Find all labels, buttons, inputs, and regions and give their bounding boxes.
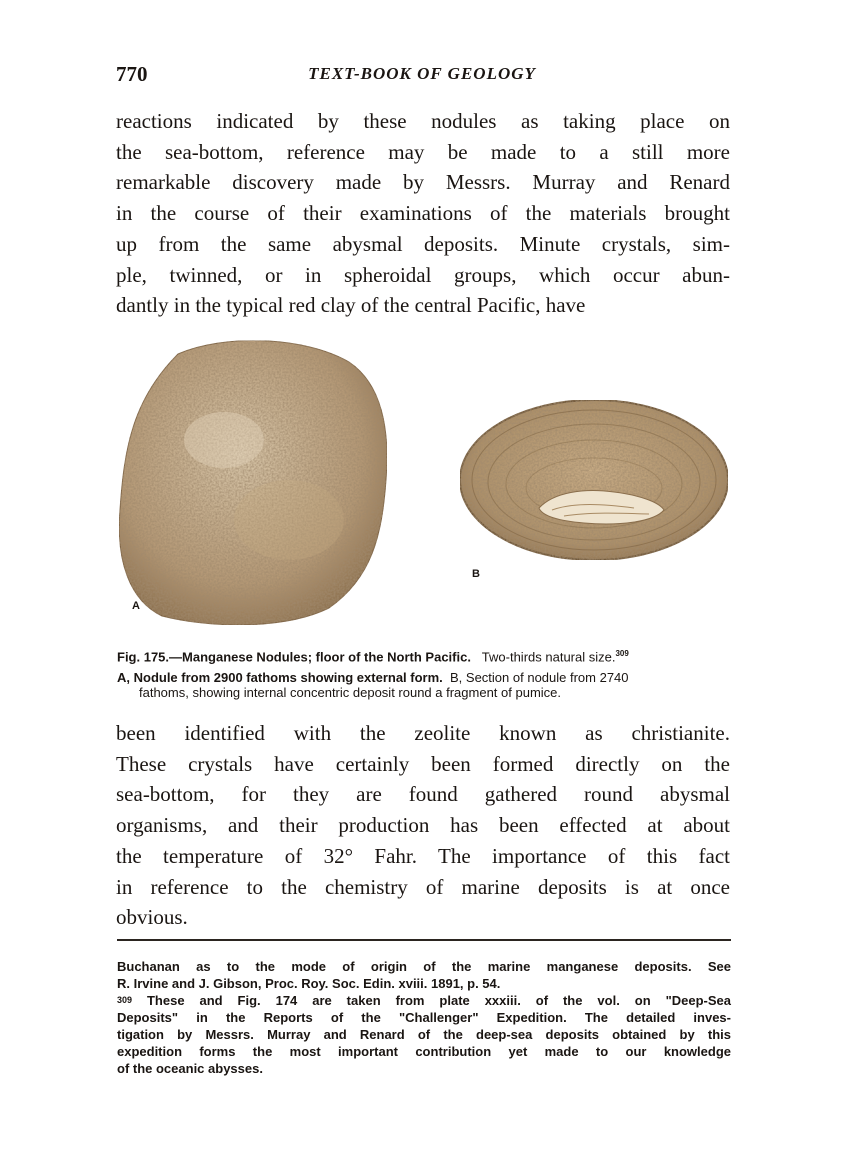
footnote-309-first-line — [117, 992, 731, 1009]
caption-size: Two-thirds natural size. — [481, 649, 616, 665]
figure-caption — [117, 646, 731, 700]
caption-title — [117, 646, 731, 664]
footnote-line: expedition forms the most important contribution yet made to our knowledge — [117, 1044, 731, 1059]
footnote-text: These and Fig. 174 are taken from plate xxxiii. of the vol. on "Deep-Sea — [146, 993, 731, 1008]
text-line: sea-bottom, for they are found gathered round abysmal — [116, 782, 730, 807]
text-line: obvious. — [116, 905, 188, 930]
footnote-number: 309 — [117, 995, 133, 1005]
caption-title-text: Fig. 175.—Manganese Nodules; floor of the North Pacific. — [117, 649, 471, 665]
nodule-a — [119, 341, 387, 625]
nodule-illustration — [114, 330, 734, 630]
figure-label-a: A — [132, 600, 140, 612]
figure-label-b: B — [472, 568, 480, 580]
text-line: These crystals have certainly been formed directly on the — [116, 751, 730, 776]
footnote-line: Buchanan as to the mode of origin of the marine manganese deposits. See — [117, 959, 731, 974]
text-line: dantly in the typical red clay of the central Pacific, have — [116, 293, 586, 318]
caption-footnote-ref: 309 — [615, 649, 629, 658]
running-head: TEXT-BOOK OF GEOLOGY — [308, 64, 536, 83]
text-line: the sea-bottom, reference may be made to a still more — [116, 139, 730, 164]
caption-a: A, Nodule from 2900 fathoms showing external form. — [117, 670, 443, 686]
text-line: organisms, and their production has been effected at about — [116, 813, 730, 838]
nodule-b-section — [460, 400, 728, 560]
footnote-rule — [117, 939, 731, 941]
text-line: in reference to the chemistry of marine deposits is at once — [116, 874, 730, 899]
paragraph-before-figure — [116, 106, 730, 321]
figure-plate — [114, 330, 734, 630]
footnote-line: Deposits" in the Reports of the "Challenger" Expedition. The detailed inves- — [117, 1010, 731, 1025]
text-line: ple, twinned, or in spheroidal groups, which occur abun- — [116, 262, 730, 287]
page-header — [116, 62, 728, 92]
caption-body — [117, 670, 731, 700]
text-line: reactions indicated by these nodules as taking place on — [116, 109, 730, 133]
footnote-line: R. Irvine and J. Gibson, Proc. Roy. Soc. Edin. xviii. 1891, p. 54. — [117, 976, 501, 991]
footnotes — [117, 958, 731, 1077]
footnote-line: of the oceanic abysses. — [117, 1061, 263, 1076]
text-line: up from the same abysmal deposits. Minute crystals, sim- — [116, 231, 730, 256]
footnote-line: tigation by Messrs. Murray and Renard of the deep-sea deposits obtained by this — [117, 1027, 731, 1042]
page-number: 770 — [116, 62, 148, 86]
caption-b-continued: fathoms, showing internal concentric deposit round a fragment of pumice. — [139, 685, 562, 701]
text-line: remarkable discovery made by Messrs. Murray and Renard — [116, 170, 730, 195]
text-line: in the course of their examinations of the materials brought — [116, 201, 730, 226]
text-line: the temperature of 32° Fahr. The importance of this fact — [116, 843, 730, 868]
text-line: been identified with the zeolite known as christianite. — [116, 721, 730, 745]
caption-b-start: B, Section of nodule from 2740 — [450, 670, 629, 686]
paragraph-after-figure — [116, 718, 730, 933]
